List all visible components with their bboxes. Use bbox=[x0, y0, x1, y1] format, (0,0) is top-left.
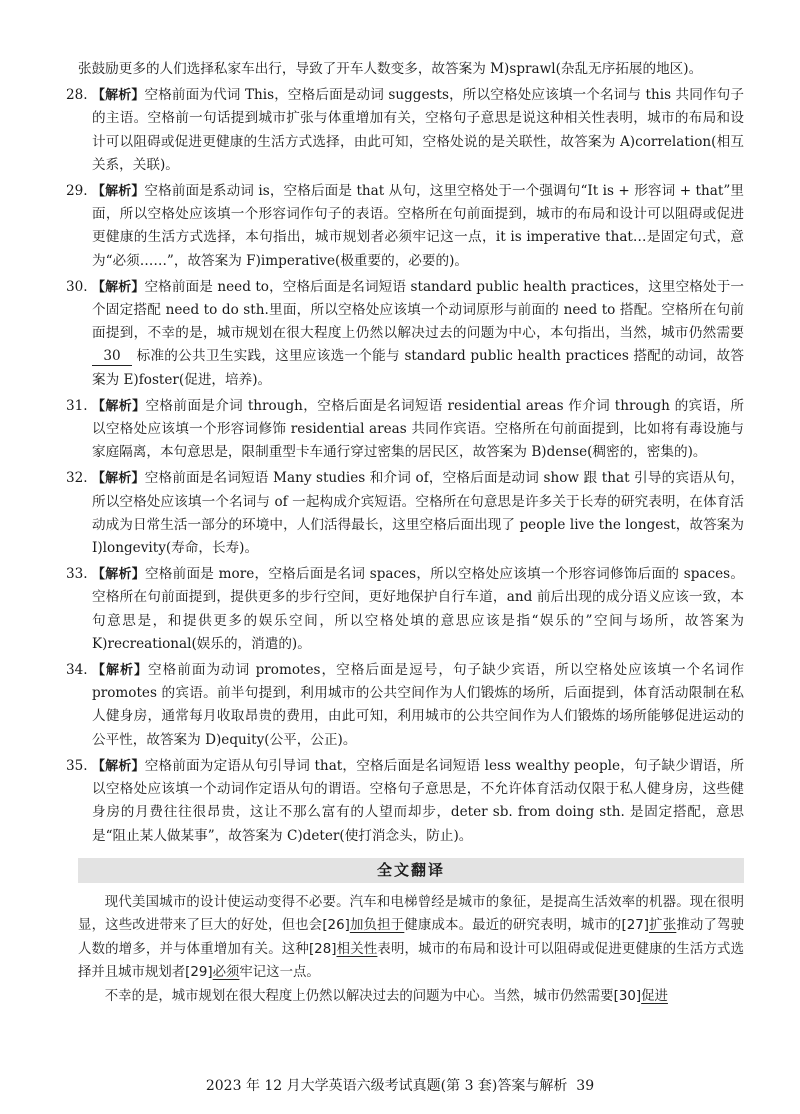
analysis-tag: 【解析】 bbox=[92, 663, 149, 679]
answer-29: 必须 bbox=[212, 965, 240, 981]
translation-heading: 全文翻译 bbox=[78, 858, 744, 883]
item-text: 空格前面是 more，空格后面是名词 spaces，所以空格处应该填一个形容词修饰后面的 spaces。空格所在句前面提到，提供更多的步行空间，更好地保护自行车道，and 前后出现的成分语义应该一致，本句意思是，和提供更多的娱乐空间，所以空格处填的意思应该是指“娱乐的”空间与场所，故答案为 K)recreational(娱乐的，消遣的)。 bbox=[92, 566, 744, 652]
item-text-part-a: 空格前面是 need to，空格后面是名词短语 standard public health practices，这里空格处于一个固定搭配 need to do sth.里面，所以空格处应该填一个动词原形与前面的 need to 搭配。空格所在句前面提到，不幸的是，城市规划在很大程度上仍然以解决过去的问题为中心，本句指出，当然，城市仍然需要 bbox=[92, 278, 744, 342]
item-text: 空格前面为动词 promotes，空格后面是逗号，句子缺少宾语，所以空格处应该填一个名词作 promotes 的宾语。前半句提到，利用城市的公共空间作为人们锻炼的场所，后面提到，体育活动限制在私人健身房，通常每月收取昂贵的费用，由此可知，利用城市的公共空间作为人们锻炼的场所能够促进运动的公平性，故答案为 D)equity(公平，公正)。 bbox=[92, 662, 744, 748]
analysis-tag: 【解析】 bbox=[92, 398, 146, 414]
analysis-tag: 【解析】 bbox=[92, 471, 145, 487]
item-body bbox=[92, 755, 744, 848]
translation-paragraph-2 bbox=[78, 985, 744, 1009]
item-number: 28. bbox=[66, 87, 88, 104]
blank-30: 30 bbox=[92, 347, 132, 366]
footer-title: 2023 年 12 月大学英语六级考试真题(第 3 套)答案与解析 bbox=[205, 1078, 568, 1094]
analysis-tag: 【解析】 bbox=[92, 567, 145, 583]
analysis-tag: 【解析】 bbox=[92, 758, 145, 774]
answer-27: 扩张 bbox=[648, 918, 677, 934]
answer-30: 促进 bbox=[641, 988, 668, 1004]
item-number: 30. bbox=[66, 278, 88, 295]
answer-item-28 bbox=[66, 84, 744, 177]
answer-item-35 bbox=[66, 755, 744, 848]
item-number: 34. bbox=[66, 662, 88, 679]
translation-text: 不幸的是，城市规划在很大程度上仍然以解决过去的问题为中心。当然，城市仍然需要[30] bbox=[104, 988, 642, 1004]
answer-26: 加负担于 bbox=[349, 918, 405, 934]
page-footer bbox=[0, 1075, 800, 1095]
translation-text: 现代美国城市的设计使运动变得不必要。汽车和电梯曾经是城市的象征，是提高生活效率的机器。现在很明显，这些改进带来了巨大的好处，但也会[26] bbox=[78, 894, 744, 934]
item-body bbox=[92, 563, 744, 656]
translation-text: 推动了驾驶人数的增多，并与体重增加有关。这种[28] bbox=[78, 918, 745, 957]
continued-paragraph bbox=[78, 58, 744, 81]
item-body bbox=[92, 395, 744, 465]
answer-item-31 bbox=[66, 395, 744, 465]
analysis-tag: 【解析】 bbox=[92, 88, 145, 104]
item-text: 空格前面是名词短语 Many studies 和介词 of，空格后面是动词 show 跟 that 引导的宾语从句，所以空格处应该填一个名词与 of 一起构成介宾短语。空格所在句意思是许多关于长寿的研究表明，在体育活动成为日常生活一部分的环境中，人们活得最长，这里空格后面出现了 people live the longest，故答案为 I)longevity(寿命，长寿)。 bbox=[92, 470, 744, 557]
answer-item-30 bbox=[66, 276, 744, 392]
item-number: 32. bbox=[66, 470, 88, 487]
item-number: 35. bbox=[66, 757, 88, 774]
item-text: 空格前面为定语从句引导词 that，空格后面是名词短语 less wealthy people，句子缺少谓语，所以空格处应该填一个动词作定语从句的谓语。空格句子意思是，不允许体育活动仅限于私人健身房，这些健身房的月费往往很昂贵，这让不那么富有的人望而却步，deter sb. from doing sth. 是固定搭配，意思是“阻止某人做某事”，故答案为 C)deter(使打消念头，防止)。 bbox=[92, 757, 744, 844]
answer-item-34 bbox=[66, 659, 744, 752]
item-text: 空格前面为代词 This，空格后面是动词 suggests，所以空格处应该填一个名词与 this 共同作句子的主语。空格前一句话提到城市扩张与体重增加有关，空格句子意思是说这种相关性表明，城市的布局和设计可以阻碍或促进更健康的生活方式选择，由此可知，空格处说的是关联性，故答案为 A)correlation(相互关系，关联)。 bbox=[92, 87, 744, 173]
item-number: 33. bbox=[66, 566, 88, 583]
answer-item-29 bbox=[66, 180, 744, 273]
analysis-tag: 【解析】 bbox=[92, 279, 145, 295]
item-number: 31. bbox=[66, 397, 88, 414]
item-text-part-b: 标准的公共卫生实践，这里应该选一个能与 standard public health practices 搭配的动词，故答案为 E)foster(促进，培养)。 bbox=[92, 348, 744, 388]
item-body bbox=[92, 467, 744, 560]
answer-item-33 bbox=[66, 563, 744, 656]
translation-paragraph-1 bbox=[78, 891, 744, 985]
answer-item-32 bbox=[66, 467, 744, 560]
translation-text: 健康成本。最近的研究表明，城市的[27] bbox=[404, 918, 649, 934]
item-text: 空格前面是系动词 is，空格后面是 that 从句，这里空格处于一个强调句“It is + 形容词 + that”里面，所以空格处应该填一个形容词作句子的表语。空格所在句前面提到，城市的布局和设计可以阻碍或促进更健康的生活方式选择，本句指出，城市规划者必须牢记这一点，it is imperative that…是固定句式，意为“必须……”，故答案为 F)imperative(极重要的，必要的)。 bbox=[92, 183, 744, 269]
continued-text: 张鼓励更多的人们选择私家车出行，导致了开车人数变多，故答案为 M)sprawl(杂乱无序拓展的地区)。 bbox=[78, 61, 703, 77]
answer-28: 相关性 bbox=[336, 941, 378, 957]
item-text: 空格前面是介词 through，空格后面是名词短语 residential areas 作介词 through 的宾语，所以空格处应该填一个形容词修饰 residential areas 共同作宾语。空格所在句前面提到，比如将有毒设施与家庭隔离，本句意思是，限制重型卡车通行穿过密集的居民区，故答案为 B)dense(稠密的，密集的)。 bbox=[92, 397, 744, 461]
item-body bbox=[92, 84, 744, 177]
page-number: 39 bbox=[576, 1078, 595, 1094]
translation-text: 表明，城市的布局和设计可以阻碍或促进更健康的生活方式选择并且城市规划者[29] bbox=[78, 941, 744, 981]
analysis-tag: 【解析】 bbox=[92, 184, 145, 200]
item-body bbox=[92, 180, 744, 273]
item-number: 29. bbox=[66, 183, 88, 200]
item-body bbox=[92, 659, 744, 752]
page-body bbox=[66, 58, 745, 1008]
item-body bbox=[92, 276, 744, 392]
translation-text: 牢记这一点。 bbox=[239, 965, 320, 981]
